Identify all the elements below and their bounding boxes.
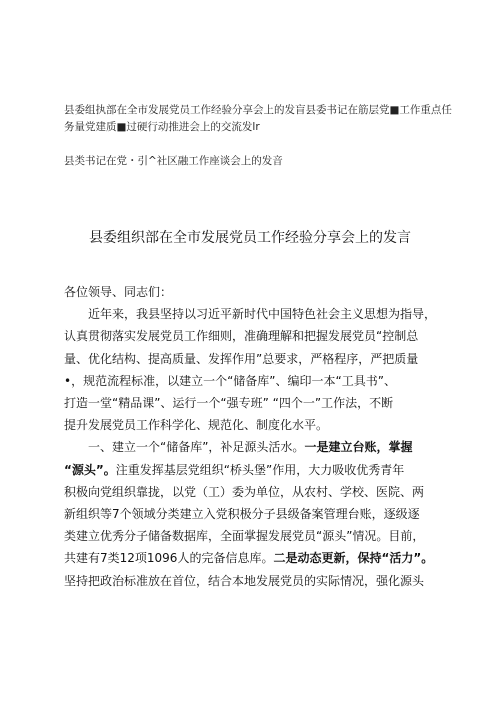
body-line-3: 量、优化结构、提高质量、发挥作用”总要求，严格程序，严把质量 bbox=[64, 351, 419, 366]
body-line-2: 认真贯彻落实发展党员工作细则，准确理解和把握发展党员“控制总 bbox=[64, 329, 419, 344]
document-body bbox=[64, 281, 458, 592]
body-line-13: 坚持把政治标准放在首位，结合本地发展党员的实际情况，强化源头 bbox=[64, 573, 425, 588]
body-line-9: 积极向党组织靠拢，以党（工）委为单位，从农村、学校、医院、两 bbox=[64, 484, 425, 499]
point-heading-1-cont: “源头”。 bbox=[64, 462, 116, 477]
body-line-7 bbox=[64, 436, 458, 458]
body-line-11: 类建立优秀分子储备数据库，全面掌握发展党员“源头”情况。目前， bbox=[64, 529, 425, 544]
document-title: 县委组织部在全市发展党员工作经验分享会上的发言 bbox=[89, 230, 411, 246]
body-line-5: 打造一堂“精品课”、运行一个“强专班” “四个一”工作法，不断 bbox=[64, 396, 394, 411]
body-line-10: 新组织等7个领域分类建立入党积极分子县级备案管理台账，逐级逐 bbox=[64, 507, 420, 522]
section-heading-1: 一、建立一个“储备库”，补足源头活水。 bbox=[88, 440, 305, 455]
body-line-8-text: 注重发挥基层党组织“桥头堡”作用，大力吸收优秀青年 bbox=[115, 462, 405, 477]
document-subheader: 县类书记在党・引^社区融工作座谈会上的发音 bbox=[64, 155, 283, 167]
salutation: 各位领导、同志们： bbox=[64, 285, 173, 299]
body-line-6: 提升发展党员工作科学化、规范化、制度化水平。 bbox=[64, 418, 329, 433]
body-line-4: •，规范流程标准，以建立一个“储备库”、编印一本“工具书”、 bbox=[64, 373, 396, 388]
body-line-8 bbox=[64, 459, 458, 481]
point-heading-1: 一是建立台账，掌握 bbox=[304, 440, 413, 455]
header-line-2: 务量党建质■过硬行动推进会上的交流发lr bbox=[64, 121, 260, 133]
body-line-12-text: 共建有7类12项1096人的完备信息库。 bbox=[64, 551, 274, 566]
body-line-12 bbox=[64, 547, 458, 569]
body-line-1: 近年来，我县坚持以习近平新时代中国特色社会主义思想为指导， bbox=[88, 307, 437, 322]
document-header bbox=[64, 102, 452, 136]
header-line-1: 县委组执部在全市发展党员工作经验分享会上的发盲县委书记在筋层党■工作重点任 bbox=[64, 104, 452, 116]
point-heading-2: 二是动态更新，保持“活力”。 bbox=[273, 551, 434, 566]
